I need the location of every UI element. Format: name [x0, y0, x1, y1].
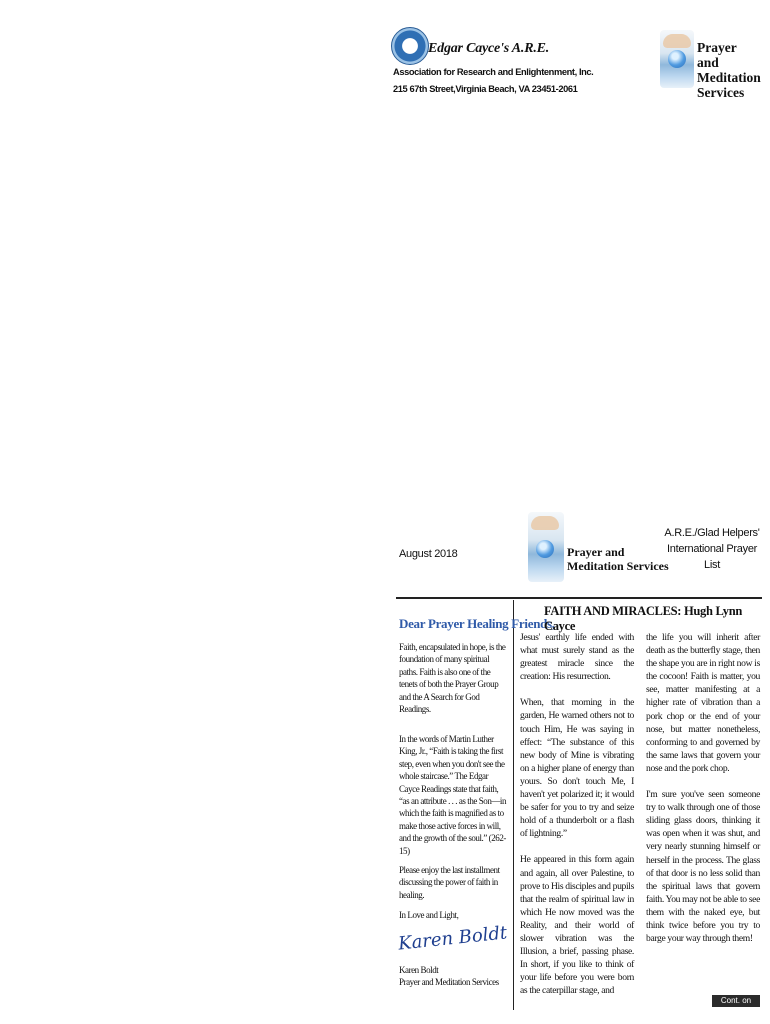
hands-icon [531, 516, 559, 530]
org-address: 215 67th Street,Virginia Beach, VA 23451-2061 [393, 84, 578, 94]
signature: Karen Boldt [397, 922, 509, 955]
prayer-list-title: A.R.E./Glad Helpers' International Prayer List [664, 527, 760, 571]
column-divider [513, 600, 514, 1010]
article-paragraph: Jesus' earthly life ended with what must surely stand as the greatest miracle since the creation: His resurrection. [520, 632, 634, 683]
header-rule [396, 597, 762, 599]
article-paragraph: He appeared in this form again and again, all over Palestine, to prove to His disciples and pupils that the realm of spiritual law in which He now moved was the Reality, and their world of slower vibration was the Illusion, a brief, passing phase. In short, if you like to think of your life before you were born as the caterpillar stage, and [520, 854, 634, 997]
water-drop-icon [668, 50, 686, 68]
org-name: Edgar Cayce's A.R.E. [428, 41, 550, 56]
org-full-name: Association for Research and Enlightenment, Inc. [393, 67, 594, 77]
service-title-mid: Prayer and Meditation Services [567, 545, 669, 573]
hands-water-image-2 [528, 512, 564, 582]
letter-signoff [399, 964, 509, 989]
letter-closing: In Love and Light, [399, 910, 459, 920]
article-paragraph: When, that morning in the garden, He warned others not to touch Him, He was saying in effect: “The substance of this new body of Mine is vibrating on a higher plane of energy than yours. So don't touch Me, I haven't yet polarized it; it would be safer for you to try and seize hold of a thunderbolt or a flash of lightning.” [520, 697, 634, 840]
are-logo [391, 27, 429, 65]
newsletter-date: August 2018 [399, 548, 458, 560]
signer-name: Karen Boldt [399, 965, 439, 975]
signer-role: Prayer and Meditation Services [399, 977, 499, 988]
letter-paragraph-3: Please enjoy the last installment discussing the power of faith in healing. [399, 865, 500, 900]
water-drop-icon [536, 540, 554, 558]
continued-badge[interactable]: Cont. on page 2 [712, 995, 760, 1007]
letter-paragraph-1: Faith, encapsulated in hope, is the foundation of many spiritual paths. Faith is also one of the tenets of both the Prayer Group and the A Search for God Readings. [399, 642, 506, 715]
article-column-1 [520, 631, 634, 1010]
article-column-2 [646, 631, 760, 958]
letter-greeting: Dear Prayer Healing Friends, [399, 616, 555, 631]
service-title-top: Prayer and Meditation Services [697, 40, 761, 100]
article-paragraph: the life you will inherit after death as the butterfly stage, then the shape you are in right now is the cocoon! Faith is matter, you see, matter manifesting at a higher rate of vibration than a pork chop or the end of your nose, but matter nonetheless, conforming to and governed by the same laws that govern your nose and the pork chop. [646, 632, 760, 774]
article-paragraph: I'm sure you've seen someone try to walk through one of those sliding glass doors, thinking it was open when it was shut, and very nearly stunning himself or herself in the process. The glass of that door is no less solid than the spiritual laws that govern faith. You may not be able to see them with the naked eye, but think twice before you try to barge your way through them! [646, 789, 760, 945]
hands-icon [663, 34, 691, 48]
article-title: FAITH AND MIRACLES: Hugh Lynn Cayce [544, 604, 743, 633]
hands-water-image [660, 30, 694, 88]
letter-paragraph-2: In the words of Martin Luther King, Jr., “Faith is taking the first step, even when you don't see the whole staircase.” The Edgar Cayce Readings state that faith, “as an attribute . . . as the Son—in which the faith is magnified as to make those active forces in will, and the growth of the soul.” (262-15) [399, 734, 507, 856]
